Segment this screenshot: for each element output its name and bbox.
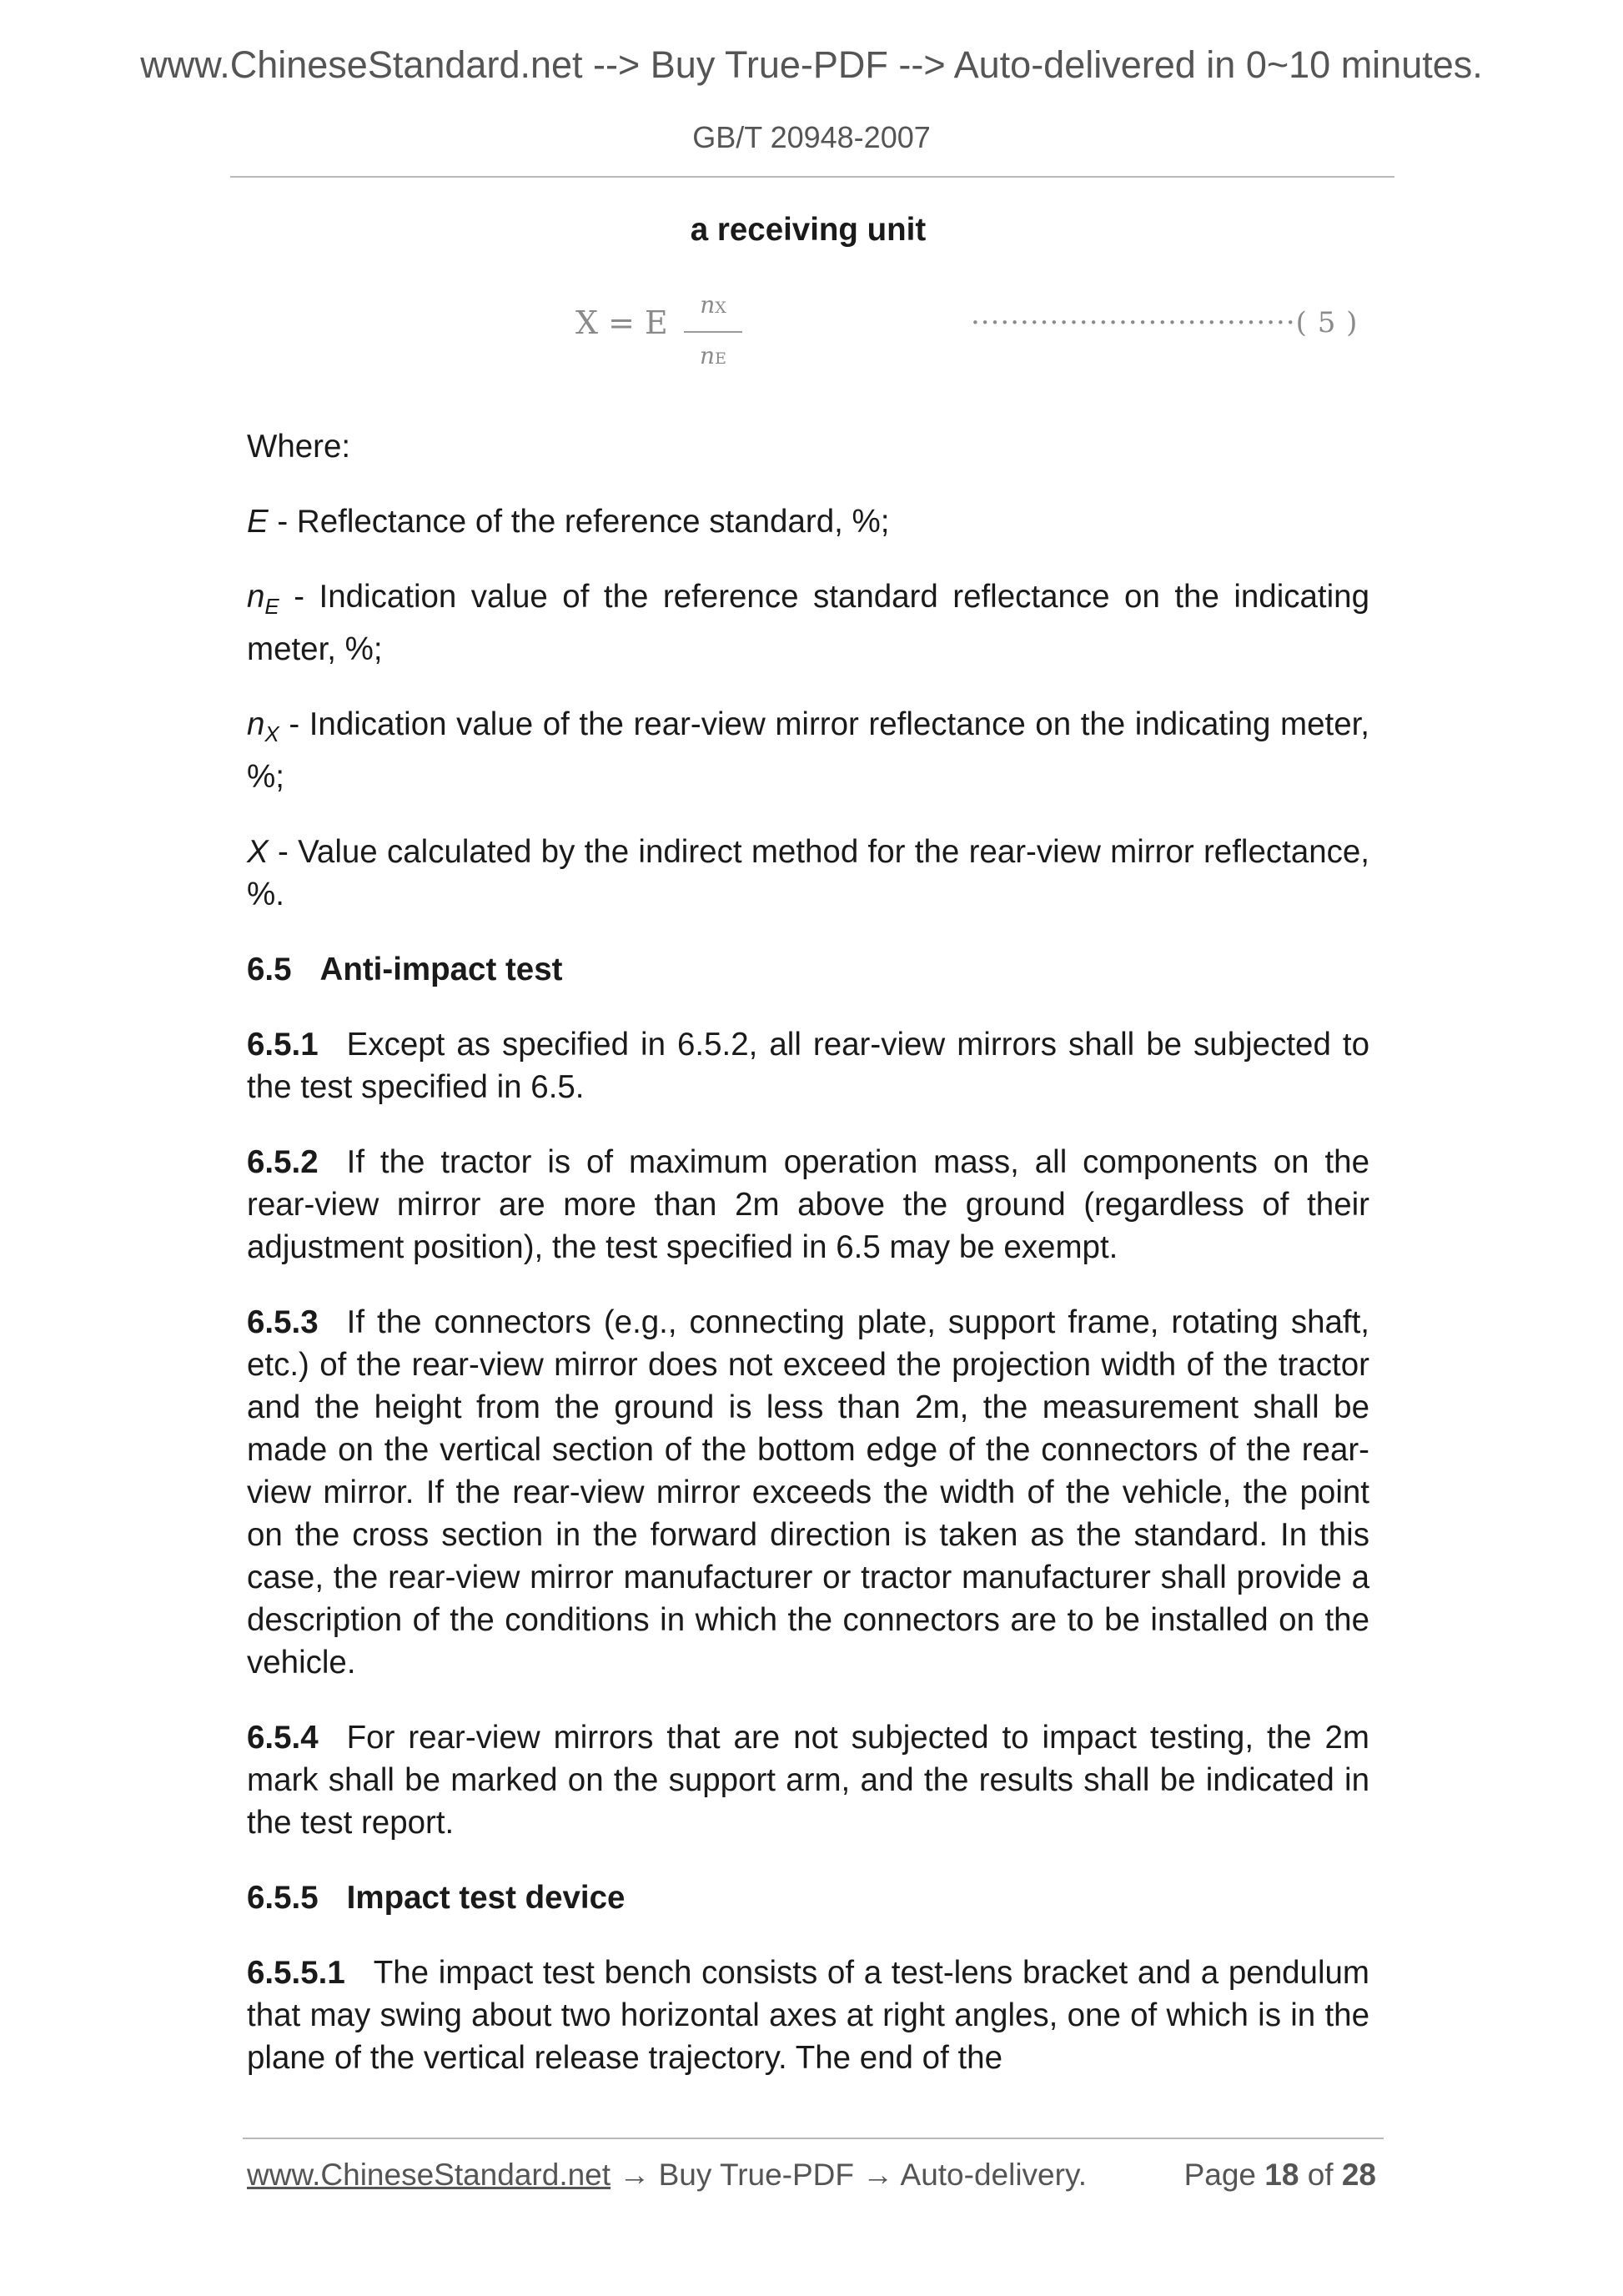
definition-e: E - Reflectance of the reference standard, %; xyxy=(247,504,890,540)
footer-tagline: → Buy True-PDF → Auto-delivery. xyxy=(611,2158,1087,2192)
formula-lhs: X = E xyxy=(575,304,668,341)
section-heading-6-5-5: 6.5.5 Impact test device xyxy=(247,1880,626,1916)
definition-nx: $n_X$ - Indication value of the rear-view mirror reflectance on the indicating meter, %; xyxy=(247,706,1369,795)
formula-fraction xyxy=(684,284,742,380)
definition-x: X - Value calculated by the indirect method for the rear-view mirror reflectance, %. xyxy=(247,834,1369,912)
footer-left xyxy=(247,2158,1087,2193)
total-pages: 28 xyxy=(1341,2158,1376,2192)
definition-ne: $n_E$ - Indication value of the reference standard reflectance on the indicating meter, %; xyxy=(247,579,1369,667)
where-label: Where: xyxy=(247,429,351,465)
standard-number: GB/T 20948-2007 xyxy=(692,120,931,154)
clause-6-5-5-1: 6.5.5.1 The impact test bench consists of a test-lens bracket and a pendulum that may swing about two horizontal axes at right angles, one of which is in the plane of the vertical release trajectory. The end of the xyxy=(247,1955,1369,2076)
formula-denominator: nE xyxy=(700,342,726,369)
page-indicator: Page 18 of 28 xyxy=(1183,2158,1376,2192)
title-fragment: a receiving unit xyxy=(690,212,927,248)
clause-6-5-3: 6.5.3 If the connectors (e.g., connecting plate, support frame, rotating shaft, etc.) of the rear-view mirror does not exceed the projection width of the tractor and the height from the ground is less than 2m, the measurement shall be made on the vertical section of the bottom edge of the connectors of the rear-view mirror. If the rear-view mirror exceeds the width of the vehicle, the point on the cross section in the forward direction is taken as the standard. In this case, the rear-view mirror manufacturer or tractor manufacturer shall provide a description of the conditions in which the connectors are to be installed on the vehicle. xyxy=(247,1304,1369,1681)
formula-5 xyxy=(247,284,1369,392)
document-body xyxy=(247,208,1369,2112)
clause-6-5-1: 6.5.1 Except as specified in 6.5.2, all rear-view mirrors shall be subjected to the test specified in 6.5. xyxy=(247,1027,1369,1105)
footer-site-link[interactable]: www.ChineseStandard.net xyxy=(247,2158,611,2192)
footer-divider xyxy=(243,2138,1384,2139)
formula-numerator: nX xyxy=(684,284,742,333)
section-heading-6-5: 6.5 Anti-impact test xyxy=(247,952,563,987)
clause-6-5-2: 6.5.2 If the tractor is of maximum operation mass, all components on the rear-view mirror are more than 2m above the ground (regardless of their adjustment position), the test specified in 6.5 may be exempt. xyxy=(247,1144,1369,1265)
top-banner: www.ChineseStandard.net --> Buy True-PDF --> Auto-delivered in 0~10 minutes. xyxy=(140,43,1483,86)
header-divider xyxy=(230,176,1394,178)
clause-6-5-4: 6.5.4 For rear-view mirrors that are not subjected to impact testing, the 2m mark shall be marked on the support arm, and the results shall be indicated in the test report. xyxy=(247,1720,1369,1841)
equation-number: ·································( 5 ) xyxy=(971,306,1359,339)
current-page: 18 xyxy=(1264,2158,1299,2192)
